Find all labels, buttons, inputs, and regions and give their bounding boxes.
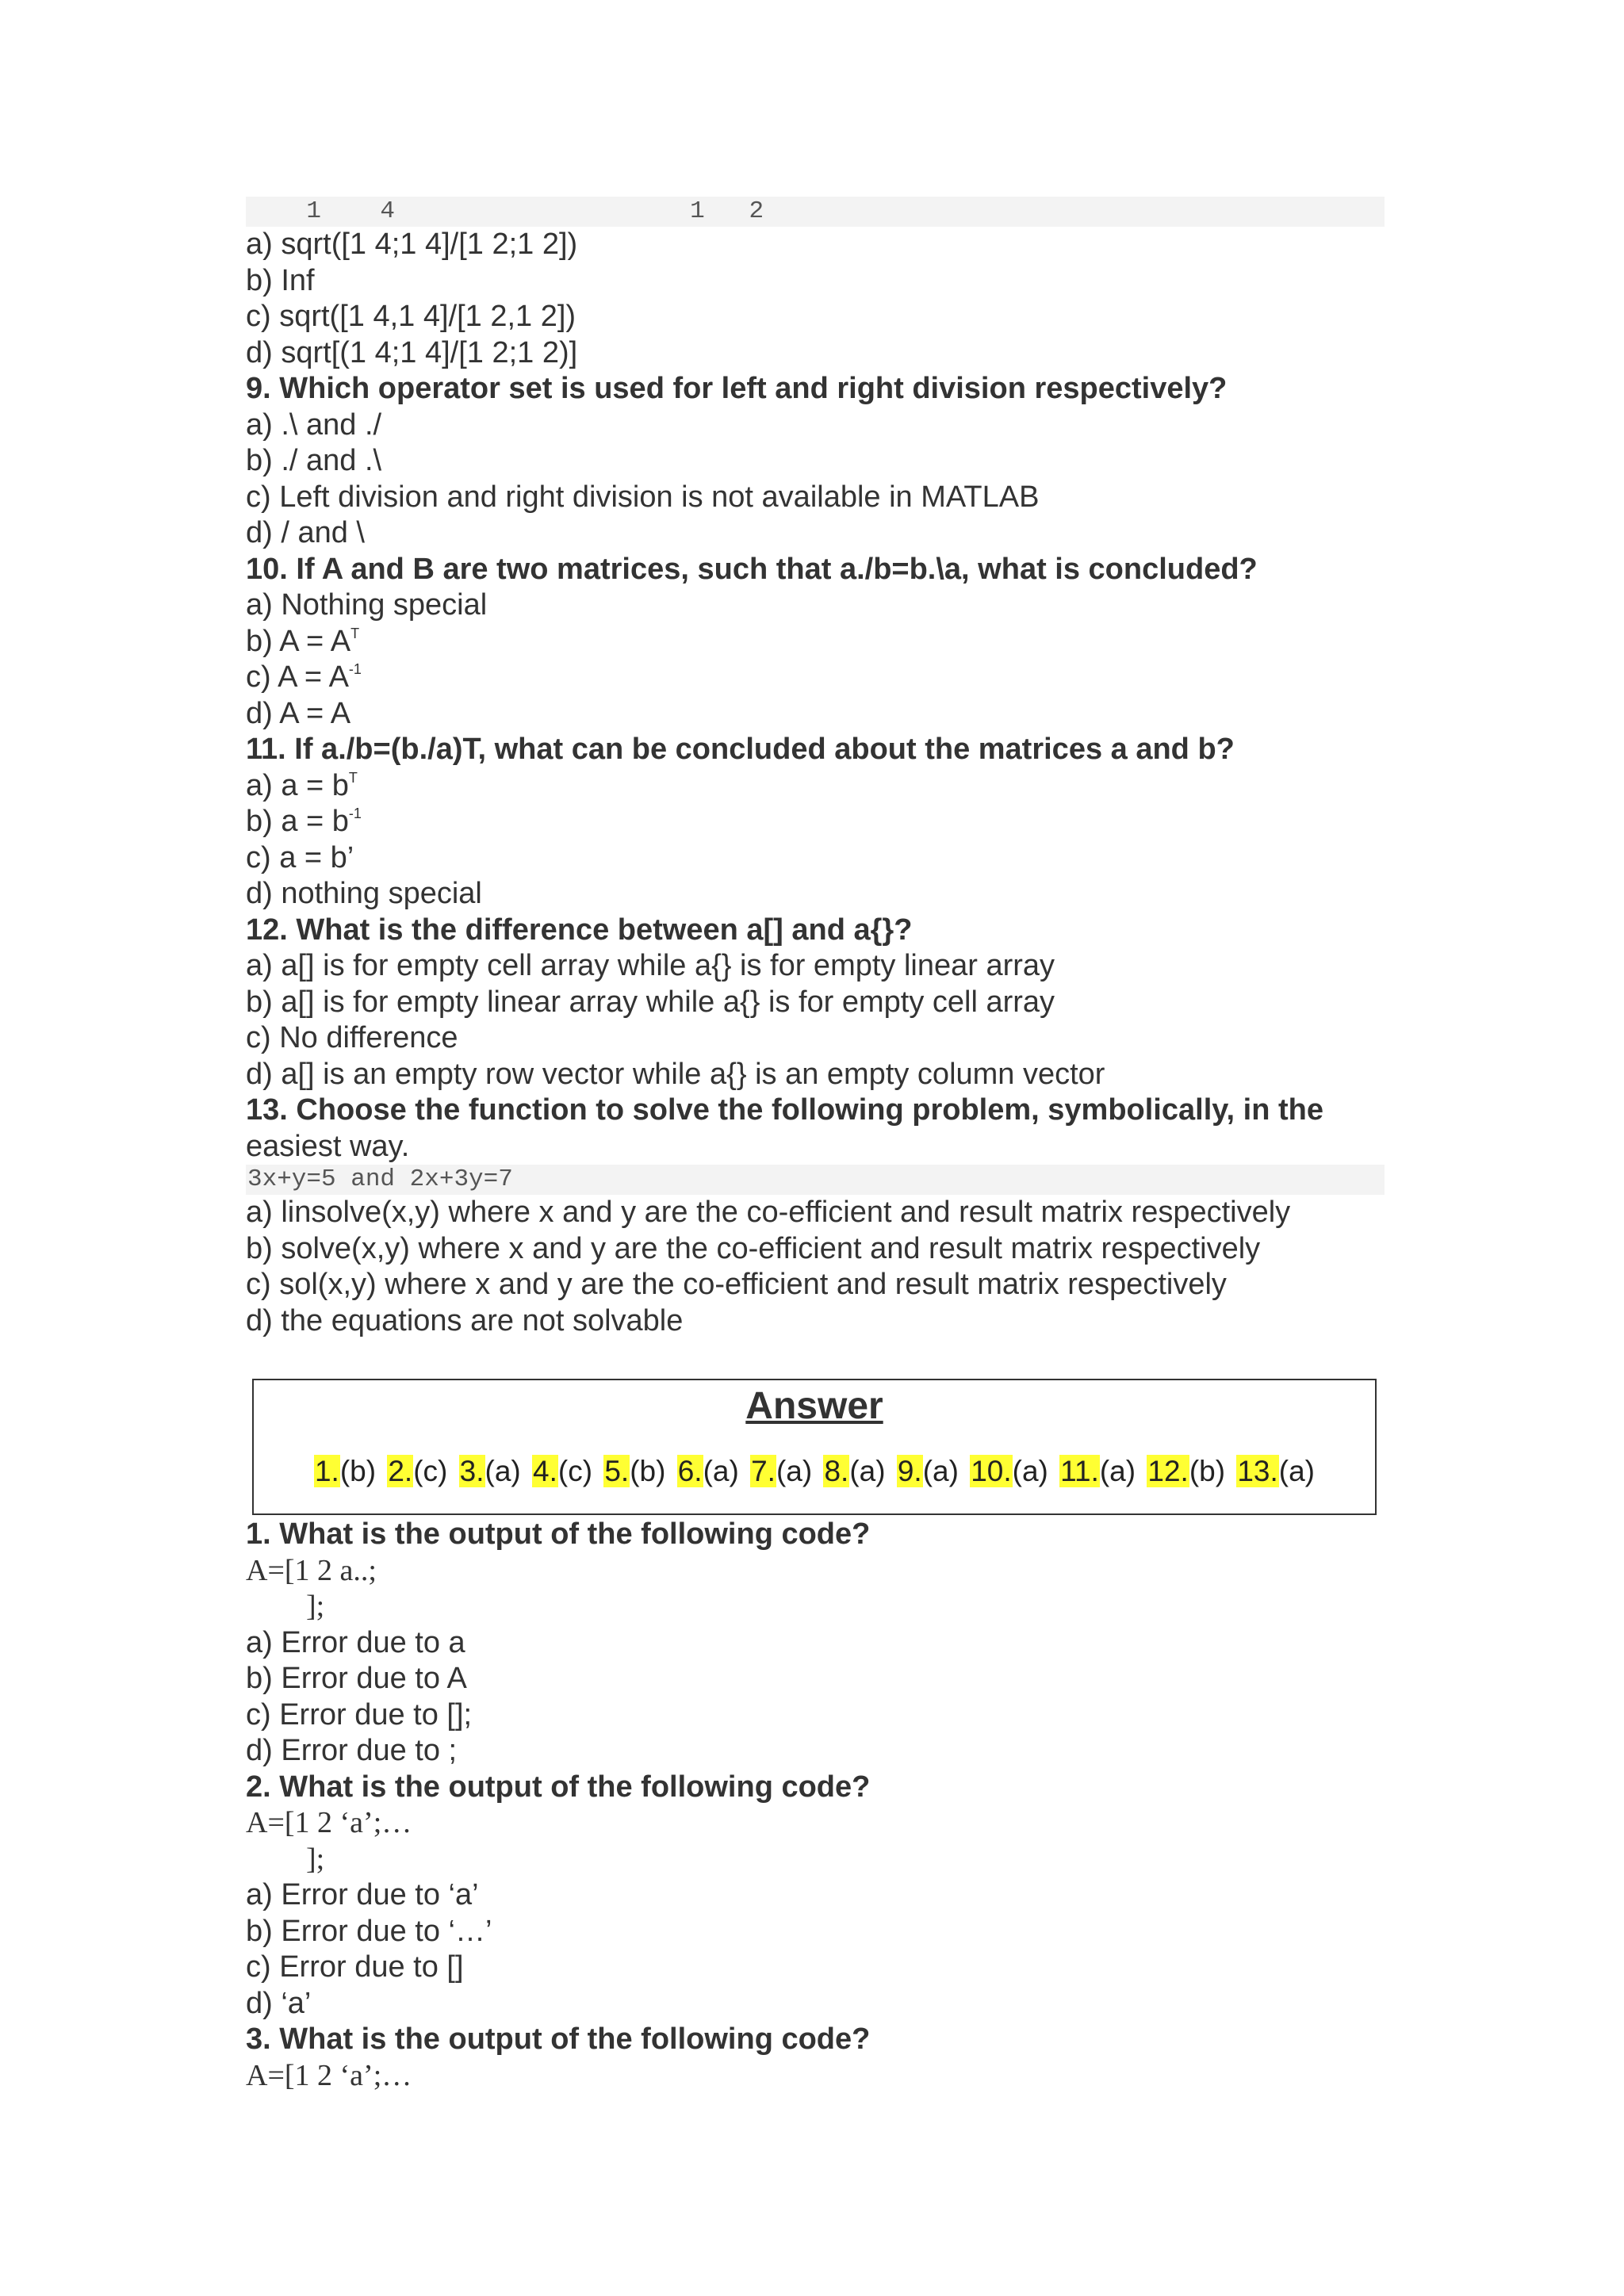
answer-number-highlight: 10.: [971, 1455, 1012, 1487]
q13-question: 13. Choose the function to solve the following problem, symbolically, in the: [246, 1093, 1324, 1127]
q8-option-a: a) sqrt([1 4;1 4]/[1 2;1 2]): [246, 228, 578, 261]
p2-q2-code-line-2: ];: [306, 1842, 325, 1876]
q8-option-d: d) sqrt[(1 4;1 4]/[1 2;1 2)]: [246, 335, 578, 369]
answer-item: [1147, 1455, 1225, 1487]
answer-number-highlight: 13.: [1237, 1455, 1278, 1487]
answer-value: (c): [557, 1455, 593, 1487]
answer-item: [897, 1455, 959, 1487]
p2-q1-option-a: a) Error due to a: [246, 1625, 465, 1659]
p2-q1-option-d: d) Error due to ;: [246, 1734, 458, 1767]
q11-option-b-superscript: -1: [348, 806, 362, 821]
answer-item: [1236, 1455, 1315, 1487]
q12-option-c: c) No difference: [246, 1021, 458, 1054]
q9-option-d: d) / and \: [246, 516, 365, 549]
answer-value: (c): [413, 1455, 448, 1487]
answer-number-highlight: 8.: [824, 1455, 849, 1487]
q11-option-a: [246, 768, 1385, 805]
q12-option-d: d) a[] is an empty row vector while a{} is an empty column vector: [246, 1057, 1105, 1091]
q13-equation-code: 3x+y=5 and 2x+3y=7: [246, 1165, 1385, 1195]
answer-item: [750, 1455, 812, 1487]
answer-item: [970, 1455, 1048, 1487]
q12-option-a: a) a[] is for empty cell array while a{} is for empty linear array: [246, 949, 1055, 982]
q8-option-c: c) sqrt([1 4,1 4]/[1 2,1 2]): [246, 300, 576, 333]
answer-number-highlight: 7.: [751, 1455, 776, 1487]
answer-value: (b): [630, 1455, 666, 1487]
p2-q2-option-a: a) Error due to ‘a’: [246, 1878, 479, 1911]
p2-q2-option-b: b) Error due to ‘…’: [246, 1914, 492, 1948]
answer-value: (a): [776, 1455, 813, 1487]
q11-option-c: c) a = b’: [246, 840, 354, 874]
p2-q2-option-d: d) ‘a’: [246, 1986, 312, 2020]
p2-q3-question: 3. What is the output of the following code?: [246, 2022, 871, 2056]
answer-number-highlight: 12.: [1147, 1455, 1189, 1487]
second-question-set: [246, 1517, 1385, 2094]
p2-q1-option-c: c) Error due to [];: [246, 1697, 473, 1732]
p2-q2-question: 2. What is the output of the following code?: [246, 1770, 871, 1804]
q13-option-d: d) the equations are not solvable: [246, 1303, 684, 1337]
q13-option-c: c) sol(x,y) where x and y are the co-efficient and result matrix respectively: [246, 1268, 1227, 1301]
answer-number-highlight: 6.: [677, 1455, 703, 1487]
p2-q1-question: 1. What is the output of the following code?: [246, 1517, 871, 1551]
q10-question: 10. If A and B are two matrices, such that a./b=b.\a, what is concluded?: [246, 552, 1258, 586]
answer-title: Answer: [745, 1385, 883, 1427]
q10-option-b: [246, 624, 1385, 660]
p2-q1-option-b: b) Error due to A: [246, 1662, 467, 1695]
answer-value: (a): [485, 1455, 521, 1487]
q12-question: 12. What is the difference between a[] and a{}?: [246, 913, 913, 947]
answer-value: (a): [1099, 1455, 1136, 1487]
answer-item: [387, 1455, 447, 1487]
matrix-code-snippet: 1 4 1 2: [246, 197, 1385, 227]
answer-number-highlight: 11.: [1060, 1455, 1099, 1487]
q11-option-b-text: b) a = b: [246, 805, 349, 838]
p2-q1-code-line-2: ];: [306, 1590, 325, 1623]
answer-item: [677, 1455, 739, 1487]
answer-item: [603, 1455, 665, 1487]
q9-option-a: a) .\ and ./: [246, 408, 382, 442]
answer-number-highlight: 3.: [459, 1455, 485, 1487]
q13-option-a: a) linsolve(x,y) where x and y are the co-efficient and result matrix respectively: [246, 1196, 1291, 1229]
answer-value: (a): [1012, 1455, 1048, 1487]
answer-value: (b): [339, 1455, 377, 1487]
answer-item: [532, 1455, 592, 1487]
q10-option-c-text: c) A = A: [246, 660, 349, 694]
answer-value: (b): [1189, 1455, 1226, 1487]
q8-option-b: b) Inf: [246, 263, 315, 297]
p2-q3-code-line-1: A=[1 2 ‘a’;…: [246, 2058, 412, 2092]
q12-option-b: b) a[] is for empty linear array while a{} is for empty cell array: [246, 985, 1055, 1019]
answer-number-highlight: 1.: [314, 1455, 339, 1487]
answer-number-highlight: 9.: [897, 1455, 922, 1487]
q11-option-d: d) nothing special: [246, 877, 482, 910]
q10-option-b-superscript: T: [350, 625, 360, 641]
q10-option-c-superscript: -1: [348, 661, 362, 677]
q9-option-c: c) Left division and right division is not available in MATLAB: [246, 480, 1040, 514]
q11-option-a-text: a) a = b: [246, 768, 349, 802]
answer-item: [314, 1455, 376, 1487]
p2-q2-option-c: c) Error due to []: [246, 1950, 464, 1984]
q10-option-d: d) A = A: [246, 696, 351, 730]
answer-box: [252, 1379, 1377, 1515]
q10-option-c: [246, 660, 1385, 696]
document-page: [246, 197, 1385, 2094]
q11-option-b: [246, 804, 1385, 840]
q9-question: 9. Which operator set is used for left and right division respectively?: [246, 372, 1228, 405]
answer-value: (a): [849, 1455, 886, 1487]
answer-number-highlight: 2.: [388, 1455, 413, 1487]
q10-option-b-text: b) A = A: [246, 624, 351, 658]
q13-option-b: b) solve(x,y) where x and y are the co-efficient and result matrix respectively: [246, 1231, 1261, 1265]
q13-question-continuation: easiest way.: [246, 1129, 410, 1163]
answer-value: (a): [922, 1455, 959, 1487]
q10-option-a: a) Nothing special: [246, 588, 488, 622]
answer-item: [459, 1455, 521, 1487]
p2-q2-code-line-1: A=[1 2 ‘a’;…: [246, 1806, 412, 1839]
answer-number-highlight: 5.: [604, 1455, 630, 1487]
p2-q1-code-line-1: A=[1 2 a..;: [246, 1553, 377, 1587]
q11-option-a-superscript: T: [348, 769, 358, 786]
q11-question: 11. If a./b=(b./a)T, what can be concluded about the matrices a and b?: [246, 733, 1235, 766]
answer-value: (a): [703, 1455, 739, 1487]
answer-item: [823, 1455, 885, 1487]
answer-key-list: [254, 1452, 1375, 1491]
q9-option-b: b) ./ and .\: [246, 444, 382, 477]
answer-number-highlight: 4.: [533, 1455, 557, 1487]
answer-item: [1059, 1455, 1136, 1487]
answer-value: (a): [1278, 1455, 1315, 1487]
